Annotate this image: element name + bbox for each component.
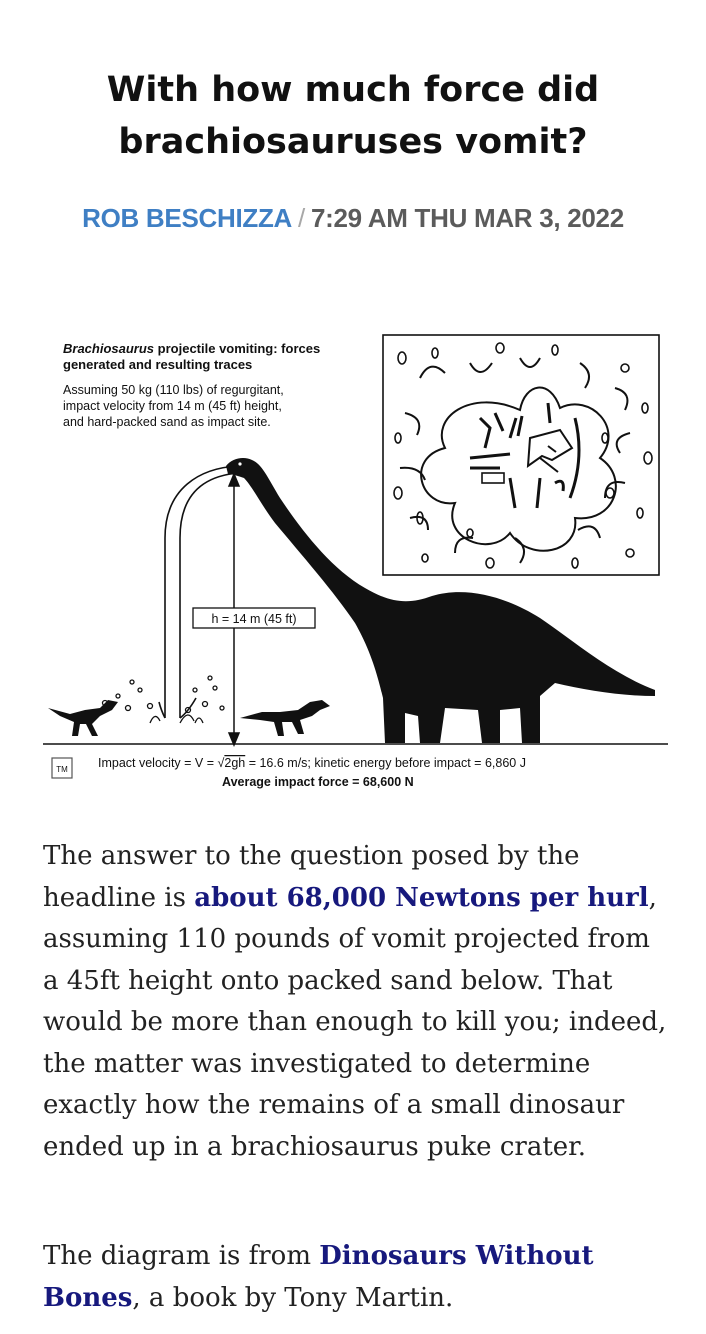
publish-date: 7:29 AM THU MAR 3, 2022 — [310, 203, 624, 233]
assumption-line-3: and hard-packed sand as impact site. — [63, 415, 271, 429]
caption-line-1: Impact velocity = V = √2gh = 16.6 m/s; kinetic energy before impact = 6,860 J — [98, 756, 526, 770]
diagram-title-line2: generated and resulting traces — [63, 357, 253, 372]
diagram-title: Brachiosaurus projectile vomiting: forces — [63, 341, 321, 356]
vomit-trajectory — [159, 466, 238, 718]
small-theropod-right — [240, 700, 330, 736]
byline-separator: / — [298, 203, 305, 233]
article-headline: With how much force did brachiosauruses vomit? — [106, 70, 600, 162]
assumption-line-1: Assuming 50 kg (110 lbs) of regurgitant, — [63, 383, 284, 397]
assumption-line-2: impact velocity from 14 m (45 ft) height, — [63, 399, 282, 413]
article-paragraph-1: The answer to the question posed by the headline is about 68,000 Newtons per hurl, assuming 110 pounds of vomit projected from a 45ft height onto packed sand below. That would be more than enough to kill you; indeed, the matter was investigated to determine exactly how the remains of a small dinosaur ended up in a brachiosaurus puke crater. — [43, 841, 667, 1162]
crater-inset — [383, 335, 659, 575]
author-link[interactable]: ROB BESCHIZZA — [82, 203, 293, 233]
force-source-link[interactable]: about 68,000 Newtons per hurl — [194, 882, 649, 913]
small-theropod-left — [48, 700, 118, 736]
article-paragraph-2: The diagram is from Dinosaurs Without Bones, a book by Tony Martin. — [43, 1241, 594, 1313]
byline — [40, 194, 666, 242]
height-label: h = 14 m (45 ft) — [211, 612, 297, 626]
book-link[interactable]: Dinosaurs Without Bones — [43, 1241, 594, 1313]
caption-line-2: Average impact force = 68,600 N — [222, 775, 414, 789]
publisher-mark-text: TM — [56, 765, 68, 774]
brachiosaurus-vomit-diagram — [0, 318, 706, 808]
